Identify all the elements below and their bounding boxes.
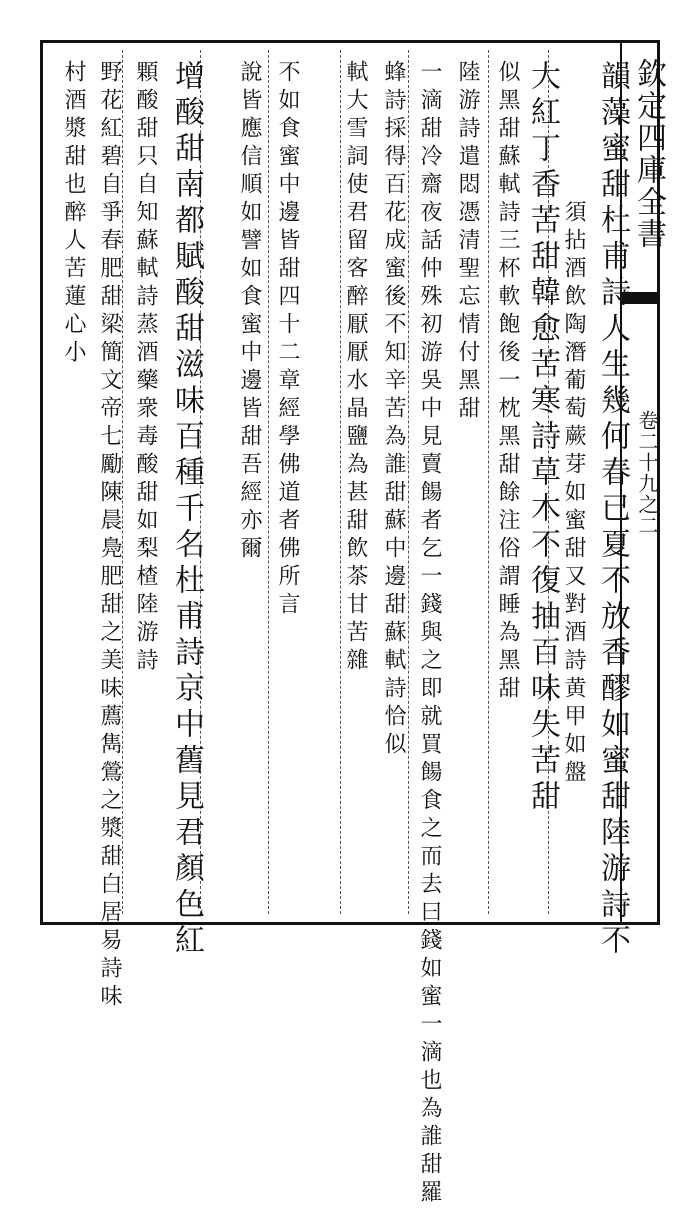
text-column-12: 顆酸甜只自知蘇軾詩蒸酒藥衆毒酸甜如梨楂陸游詩 bbox=[133, 60, 158, 676]
text-column-11: 增酸甜南都賦酸甜滋味百種千名杜甫詩京中舊見君顏色紅 bbox=[169, 60, 204, 960]
text-column-13: 野花紅碧自爭春肥甜梁簡文帝七勵陳晨鳧肥甜之美味薦雋鶯之漿甜白居易詩味 bbox=[97, 60, 122, 1012]
text-column-8: 軾大雪詞使君留客醉厭厭水晶鹽為甚甜飲茶甘苦雜 bbox=[343, 60, 368, 676]
text-column-9: 不如食蜜中邊皆甜四十二章經學佛道者佛所言 bbox=[275, 60, 300, 620]
text-column-4: 似黑甜蘇軾詩三杯軟飽後一枕黑甜餘注俗謂睡為黑甜 bbox=[495, 60, 520, 704]
text-column-2: 須拈酒飲陶潛葡萄蕨芽如蜜甜又對酒詩黄甲如盤 bbox=[561, 200, 586, 788]
text-column-10: 說皆應信順如譬如食蜜中邊皆甜吾經亦爾 bbox=[237, 60, 262, 564]
text-column-5: 陸游詩遣悶憑清聖忘情付黑甜 bbox=[455, 60, 480, 424]
juan-number: 卷二十九之二 bbox=[635, 410, 659, 536]
book-title: 欽定四庫全書 bbox=[631, 58, 666, 250]
text-column-7: 蜂詩採得百花成蜜後不知辛苦為誰甜蘇中邊甜蘇軾詩恰似 bbox=[381, 60, 406, 760]
text-column-14: 村酒漿甜也醉人苦蓮心小 bbox=[61, 60, 86, 368]
text-column-3: 大紅丁香苦甜韓愈苦寒詩草木不復抽百味失苦甜 bbox=[525, 60, 560, 816]
text-column-1: 韻藻蜜甜杜甫詩人生幾何春已夏不放香醪如蜜甜陸游詩不 bbox=[595, 60, 630, 960]
text-column-6: 一滴甜冷齋夜話仲殊初游吳中見賣餳者乞一錢與之即就買餳食之而去曰錢如蜜一滴也為誰甜羅 bbox=[417, 60, 442, 1208]
